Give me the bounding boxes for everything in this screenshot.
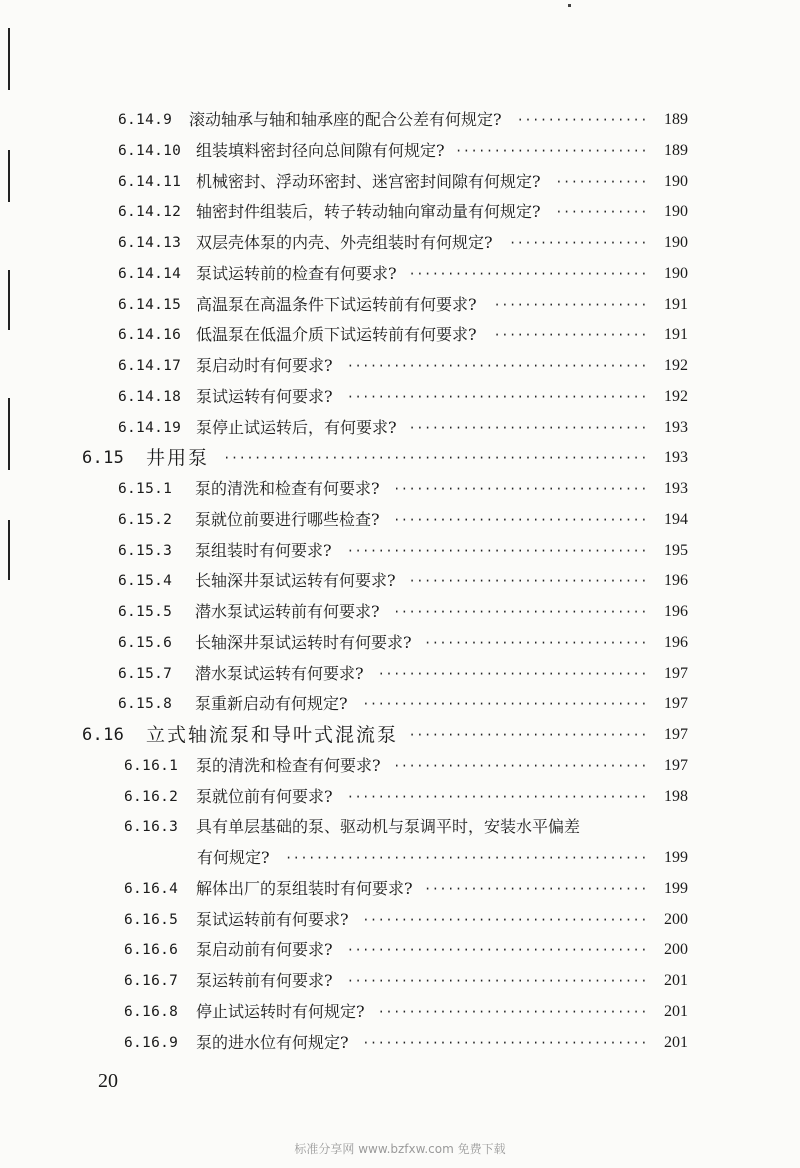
toc-entry-page: 190	[664, 234, 688, 251]
toc-entry-page: 191	[664, 295, 688, 313]
toc-entry-number: 6.15	[82, 448, 125, 469]
toc-leader-dots: ·····································	[362, 1035, 648, 1050]
toc-entry	[0, 597, 800, 627]
toc-section-entry	[0, 720, 800, 750]
toc-entry-page: 198	[664, 787, 688, 805]
toc-entry-title: 潜水泵试运转有何要求?	[195, 663, 364, 683]
toc-leader-dots: ·······································	[346, 789, 648, 804]
toc-leader-dots: ·································	[393, 605, 648, 619]
toc-entry-title: 泵试运转前有何要求?	[196, 909, 349, 929]
footer-watermark: 标准分享网 www.bzfxw.com 免费下载	[294, 1142, 506, 1156]
toc-entry-title: 泵的清洗和检查有何要求?	[195, 479, 380, 498]
toc-entry	[0, 1028, 800, 1058]
toc-entry-number: 6.14.9	[118, 112, 173, 128]
toc-section-entry	[0, 443, 800, 473]
toc-leader-dots: ·····························	[423, 881, 648, 896]
toc-entry-title: 泵就位前要进行哪些检查?	[195, 509, 380, 529]
toc-entry-page: 192	[664, 357, 688, 374]
toc-entry	[0, 382, 800, 412]
toc-entry-title: 立式轴流泵和导叶式混流泵	[146, 724, 399, 746]
toc-entry	[0, 536, 800, 566]
toc-entry-number: 6.16.3	[124, 819, 179, 836]
toc-leader-dots: ·································	[393, 758, 648, 773]
toc-entry-page: 200	[664, 910, 688, 928]
toc-entry	[0, 566, 800, 596]
toc-entry-title: 解体出厂的泵组装时有何要求?	[196, 878, 413, 898]
toc-entry-title: 高温泵在高温条件下试运转前有何要求?	[196, 294, 477, 314]
toc-entry-title: 机械密封、浮动环密封、迷宫密封间隙有何规定?	[196, 171, 541, 191]
toc-entry-number: 6.15.2	[118, 511, 173, 528]
page-number: 20	[98, 1070, 118, 1092]
toc-entry	[0, 474, 800, 504]
toc-entry-page: 196	[664, 633, 688, 651]
toc-entry-page: 201	[664, 1033, 688, 1051]
toc-entry	[0, 935, 800, 965]
toc-entry-number: 6.15.5	[118, 604, 173, 620]
toc-leader-dots: ·································	[393, 482, 648, 496]
toc-entry-number: 6.16.8	[124, 1003, 179, 1020]
toc-entry-number: 6.14.19	[118, 419, 182, 436]
toc-leader-dots: ·····························	[423, 635, 648, 650]
toc-entry-number: 6.14.12	[118, 204, 182, 221]
toc-leader-dots: ············	[555, 174, 648, 189]
toc-leader-dots: ·································	[393, 512, 648, 527]
toc-leader-dots: ············	[555, 205, 648, 220]
toc-entry	[0, 413, 800, 443]
toc-entry-number: 6.14.10	[118, 142, 182, 159]
toc-entry-page: 197	[664, 726, 688, 743]
toc-entry-page: 191	[664, 326, 688, 344]
toc-entry-title: 潜水泵试运转前有何要求?	[195, 602, 380, 621]
toc-entry	[0, 167, 800, 197]
toc-entry	[0, 843, 800, 873]
toc-entry-number: 6.14.18	[118, 388, 182, 405]
toc-entry-page: 194	[664, 510, 688, 528]
toc-entry-number: 6.14.11	[118, 173, 182, 190]
toc-leader-dots: ····················	[493, 297, 648, 312]
toc-entry	[0, 659, 800, 689]
toc-leader-dots: ·······································	[346, 974, 648, 988]
toc-entry-title: 泵启动时有何要求?	[196, 356, 333, 375]
toc-entry-title: 长轴深井泵试运转时有何要求?	[195, 632, 412, 652]
toc-leader-dots: ·······································	[346, 359, 648, 373]
toc-entry-title: 泵的进水位有何规定?	[196, 1032, 349, 1052]
toc-entry	[0, 259, 800, 289]
toc-entry-title: 泵停止试运转后，有何要求?	[196, 417, 397, 437]
toc-entry-page: 189	[664, 111, 688, 128]
toc-entry-number: 6.15.7	[118, 665, 173, 682]
toc-entry-title: 泵运转前有何要求?	[196, 971, 333, 990]
toc-entry-title: 组装填料密封径向总间隙有何规定?	[196, 140, 445, 160]
toc-entry-title: 有何规定?	[197, 848, 270, 867]
toc-entry-page: 195	[664, 541, 688, 559]
toc-entry	[0, 628, 800, 658]
toc-leader-dots: ·····································	[362, 912, 648, 927]
toc-entry-title: 井用泵	[146, 447, 210, 470]
toc-entry-page: 193	[664, 480, 688, 497]
toc-entry-page: 201	[664, 1002, 688, 1020]
toc-entry-page: 201	[664, 972, 688, 989]
toc-entry-page: 197	[664, 756, 688, 774]
toc-entry-page: 190	[664, 203, 688, 221]
toc-leader-dots: ·······································	[346, 543, 648, 558]
toc-entry-title: 双层壳体泵的内壳、外壳组装时有何规定?	[196, 233, 493, 252]
toc-leader-dots: ·························	[455, 143, 648, 158]
toc-leader-dots: ·················	[516, 113, 648, 127]
toc-entry-title: 长轴深井泵试运转有何要求?	[195, 571, 396, 591]
toc-entry-title: 泵组装时有何要求?	[195, 540, 332, 560]
toc-entry-page: 196	[664, 603, 688, 620]
toc-entry-page: 193	[664, 418, 688, 436]
toc-entry-number: 6.14.14	[118, 265, 182, 282]
toc-leader-dots: ···································	[377, 666, 648, 681]
toc-entry-page: 200	[664, 941, 688, 959]
toc-entry	[0, 905, 800, 935]
toc-entry	[0, 136, 800, 166]
toc-entry-page: 199	[664, 879, 688, 897]
toc-leader-dots: ···································	[377, 1004, 648, 1019]
toc-entry-page: 197	[664, 664, 688, 682]
toc-entry	[0, 105, 800, 135]
toc-entry	[0, 812, 800, 842]
toc-entry-title: 停止试运转时有何规定?	[196, 1001, 365, 1021]
toc-leader-dots: ····················	[493, 328, 648, 343]
toc-entry-title: 泵试运转前的检查有何要求?	[196, 263, 397, 283]
toc-entry-number: 6.16.7	[124, 973, 179, 989]
toc-entry	[0, 290, 800, 320]
toc-entry-number: 6.15.6	[118, 634, 173, 651]
scan-speck	[568, 4, 571, 7]
toc-entry	[0, 997, 800, 1027]
toc-entry-number: 6.16.1	[124, 757, 179, 774]
toc-leader-dots: ·······································	[346, 943, 648, 958]
toc-entry-title: 泵试运转有何要求?	[196, 386, 333, 406]
toc-entry-number: 6.15.1	[118, 481, 173, 497]
toc-leader-dots: ·······························	[408, 728, 648, 742]
toc-entry	[0, 197, 800, 227]
toc-leader-dots: ··················	[508, 236, 648, 250]
toc-entry-number: 6.14.13	[118, 235, 182, 251]
toc-entry-number: 6.14.17	[118, 358, 182, 374]
toc-entry	[0, 751, 800, 781]
toc-entry-page: 197	[664, 695, 688, 713]
toc-entry-title: 低温泵在低温介质下试运转前有何要求?	[196, 325, 477, 345]
toc-entry-number: 6.15.4	[118, 573, 173, 590]
toc-entry-number: 6.16	[82, 725, 125, 745]
toc-entry-page: 199	[664, 849, 688, 866]
toc-leader-dots: ·······························	[408, 266, 648, 281]
toc-entry-page: 196	[664, 572, 688, 590]
toc-entry-number: 6.16.5	[124, 911, 179, 928]
toc-leader-dots: ···············································	[284, 851, 648, 865]
toc-entry	[0, 320, 800, 350]
toc-leader-dots: ·······························	[408, 574, 648, 589]
toc-entry	[0, 782, 800, 812]
scan-edge-mark	[8, 28, 10, 90]
toc-entry-title: 具有单层基础的泵、驱动机与泵调平时，安装水平偏差	[196, 817, 581, 837]
toc-entry-title: 泵启动前有何要求?	[196, 940, 333, 960]
toc-entry-number: 6.14.15	[118, 296, 182, 313]
toc-entry-number: 6.16.6	[124, 942, 179, 959]
toc-entry	[0, 966, 800, 996]
toc-entry-number: 6.15.8	[118, 696, 173, 713]
toc-leader-dots: ·······················································	[223, 451, 648, 466]
toc-entry-title: 泵就位前有何要求?	[196, 786, 333, 806]
toc-entry-title: 轴密封件组装后，转子转动轴向窜动量有何规定?	[196, 202, 541, 222]
toc-entry	[0, 351, 800, 381]
toc-entry-number: 6.16.4	[124, 880, 179, 897]
toc-entry-page: 192	[664, 387, 688, 405]
toc-entry-number: 6.14.16	[118, 327, 182, 344]
toc-entry	[0, 505, 800, 535]
toc-entry	[0, 689, 800, 719]
toc-leader-dots: ·····································	[362, 697, 648, 712]
toc-entry	[0, 228, 800, 258]
toc-entry-page: 193	[664, 449, 688, 467]
toc-entry-title: 滚动轴承与轴和轴承座的配合公差有何规定?	[189, 110, 502, 129]
toc-entry-number: 6.15.3	[118, 542, 173, 559]
toc-entry	[0, 874, 800, 904]
toc-leader-dots: ·······························	[408, 420, 648, 435]
toc-entry-number: 6.16.9	[124, 1034, 179, 1051]
toc-entry-title: 泵重新启动有何规定?	[195, 694, 348, 714]
toc-entry-number: 6.16.2	[124, 788, 179, 805]
toc-leader-dots: ·······································	[346, 389, 648, 404]
toc-entry-page: 190	[664, 264, 688, 282]
toc-entry-page: 190	[664, 172, 688, 190]
toc-entry-page: 189	[664, 141, 688, 159]
toc-entry-title: 泵的清洗和检查有何要求?	[196, 755, 381, 775]
